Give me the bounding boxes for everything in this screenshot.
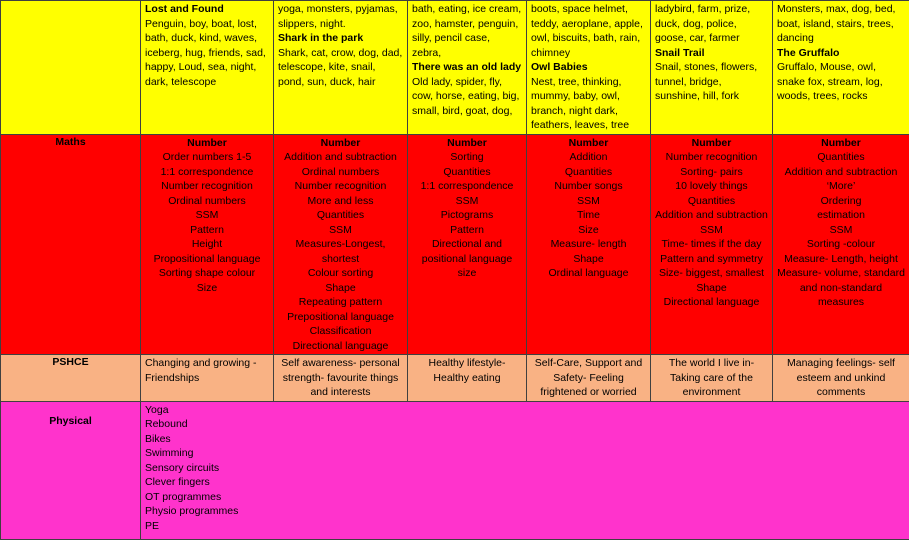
maths-topic-item: Addition and subtraction xyxy=(278,150,403,165)
physical-activity-item: Clever fingers xyxy=(145,475,905,490)
pshce-cell-4: Self-Care, Support and Safety- Feeling frightened or worried xyxy=(527,355,651,402)
physical-activity-item: Swimming xyxy=(145,446,905,461)
topic-title: The Gruffalo xyxy=(777,46,905,61)
maths-topic-item: size xyxy=(412,266,522,281)
maths-cell-2 xyxy=(274,134,408,355)
topic-vocabulary: Gruffalo, Mouse, owl, snake fox, stream, log, woods, trees, rocks xyxy=(777,60,905,104)
topic-vocabulary: ladybird, farm, prize, duck, dog, police, goose, car, farmer xyxy=(655,2,768,46)
maths-cell-4 xyxy=(527,134,651,355)
maths-topic-item: Shape xyxy=(531,252,646,267)
maths-row-label: Maths xyxy=(1,134,141,355)
topics-row xyxy=(1,1,909,135)
maths-topic-item: Sorting shape colour xyxy=(145,266,269,281)
maths-topic-item: Number recognition xyxy=(145,179,269,194)
maths-topic-item: SSM xyxy=(278,223,403,238)
maths-topic-item: Pattern xyxy=(412,223,522,238)
maths-topic-item: estimation xyxy=(777,208,905,223)
maths-topic-item: Ordering xyxy=(777,194,905,209)
maths-topic-item: Ordinal numbers xyxy=(145,194,269,209)
maths-cell-5 xyxy=(651,134,773,355)
maths-row xyxy=(1,134,909,355)
maths-topic-item: Pattern and symmetry xyxy=(655,252,768,267)
maths-topic-item: Directional and positional language xyxy=(412,237,522,266)
maths-topic-item: Quantities xyxy=(777,150,905,165)
maths-topic-item: Time xyxy=(531,208,646,223)
pshce-row-label: PSHCE xyxy=(1,355,141,402)
maths-topic-item: SSM xyxy=(145,208,269,223)
topic-vocabulary: Nest, tree, thinking, mummy, baby, owl, branch, night dark, feathers, leaves, tree xyxy=(531,75,646,133)
topic-cell-4 xyxy=(527,1,651,135)
topic-vocabulary: yoga, monsters, pyjamas, slippers, night. xyxy=(278,2,403,31)
maths-heading: Number xyxy=(278,136,403,151)
topic-vocabulary: Shark, cat, crow, dog, dad, telescope, kite, snail, pond, sun, duck, hair xyxy=(278,46,403,90)
topic-cell-6 xyxy=(773,1,909,135)
topic-vocabulary: Snail, stones, flowers, tunnel, bridge, sunshine, hill, fork xyxy=(655,60,768,104)
maths-cell-3 xyxy=(408,134,527,355)
maths-topic-item: Addition xyxy=(531,150,646,165)
physical-activities-cell xyxy=(141,401,909,539)
topic-vocabulary: boots, space helmet, teddy, aeroplane, apple, owl, biscuits, bath, rain, chimney xyxy=(531,2,646,60)
topic-title: Shark in the park xyxy=(278,31,403,46)
maths-heading: Number xyxy=(777,136,905,151)
topics-row-label xyxy=(1,1,141,135)
maths-topic-item: Quantities xyxy=(655,194,768,209)
pshce-cell-5: The world I live in- Taking care of the environment xyxy=(651,355,773,402)
maths-topic-item: Colour sorting xyxy=(278,266,403,281)
topic-vocabulary: bath, eating, ice cream, zoo, hamster, penguin, silly, pencil case, zebra, xyxy=(412,2,522,60)
maths-topic-item: 1:1 correspondence xyxy=(412,179,522,194)
maths-topic-item: ‘More’ xyxy=(777,179,905,194)
maths-topic-item: Shape xyxy=(655,281,768,296)
maths-cell-6 xyxy=(773,134,909,355)
topic-vocabulary: Monsters, max, dog, bed, boat, island, stairs, trees, dancing xyxy=(777,2,905,46)
maths-topic-item: Repeating pattern xyxy=(278,295,403,310)
maths-topic-item: SSM xyxy=(777,223,905,238)
maths-topic-item: Directional language xyxy=(655,295,768,310)
maths-topic-item: Ordinal language xyxy=(531,266,646,281)
maths-topic-item: Height xyxy=(145,237,269,252)
maths-topic-item: Measure- length xyxy=(531,237,646,252)
topic-cell-2 xyxy=(274,1,408,135)
maths-topic-item: SSM xyxy=(655,223,768,238)
maths-topic-item: Size- biggest, smallest xyxy=(655,266,768,281)
maths-topic-item: Measures-Longest, shortest xyxy=(278,237,403,266)
maths-topic-item: Quantities xyxy=(531,165,646,180)
maths-topic-item: Addition and subtraction xyxy=(655,208,768,223)
topic-title: Snail Trail xyxy=(655,46,768,61)
maths-heading: Number xyxy=(412,136,522,151)
maths-topic-item: Measure- Length, height xyxy=(777,252,905,267)
maths-topic-item: Quantities xyxy=(412,165,522,180)
maths-topic-item: Number recognition xyxy=(278,179,403,194)
physical-activity-item: Yoga xyxy=(145,403,905,418)
topic-title: Owl Babies xyxy=(531,60,646,75)
topic-vocabulary: Old lady, spider, fly, cow, horse, eating, big, small, bird, goat, dog, xyxy=(412,75,522,119)
maths-heading: Number xyxy=(655,136,768,151)
physical-activity-item: Physio programmes xyxy=(145,504,905,519)
pshce-cell-2: Self awareness- personal strength- favourite things and interests xyxy=(274,355,408,402)
maths-topic-item: Sorting -colour xyxy=(777,237,905,252)
topic-title: Lost and Found xyxy=(145,2,269,17)
maths-heading: Number xyxy=(531,136,646,151)
maths-topic-item: Shape xyxy=(278,281,403,296)
maths-topic-item: Size xyxy=(531,223,646,238)
topic-cell-1 xyxy=(141,1,274,135)
maths-topic-item: Number songs xyxy=(531,179,646,194)
physical-activity-item: Bikes xyxy=(145,432,905,447)
maths-topic-item: Ordinal numbers xyxy=(278,165,403,180)
maths-topic-item: SSM xyxy=(531,194,646,209)
physical-activity-item: OT programmes xyxy=(145,490,905,505)
maths-topic-item: More and less xyxy=(278,194,403,209)
maths-topic-item: Classification xyxy=(278,324,403,339)
maths-topic-item: Quantities xyxy=(278,208,403,223)
physical-row xyxy=(1,401,909,539)
physical-row-label: Physical xyxy=(1,401,141,539)
maths-topic-item: Addition and subtraction xyxy=(777,165,905,180)
physical-activity-item: Sensory circuits xyxy=(145,461,905,476)
maths-topic-item: Propositional language xyxy=(145,252,269,267)
maths-topic-item: Sorting- pairs xyxy=(655,165,768,180)
maths-topic-item: SSM xyxy=(412,194,522,209)
maths-cell-1 xyxy=(141,134,274,355)
maths-topic-item: Sorting xyxy=(412,150,522,165)
maths-topic-item: Directional language xyxy=(278,339,403,354)
maths-topic-item: Prepositional language xyxy=(278,310,403,325)
topic-title: There was an old lady xyxy=(412,60,522,75)
pshce-row xyxy=(1,355,909,402)
maths-topic-item: Pattern xyxy=(145,223,269,238)
topic-vocabulary: Penguin, boy, boat, lost, bath, duck, kind, waves, iceberg, hug, friends, sad, happy, Loud, sea, night, dark, telescope xyxy=(145,17,269,90)
physical-activity-item: Rebound xyxy=(145,417,905,432)
maths-topic-item: Number recognition xyxy=(655,150,768,165)
maths-topic-item: Order numbers 1-5 xyxy=(145,150,269,165)
maths-topic-item: Pictograms xyxy=(412,208,522,223)
physical-activity-item: PE xyxy=(145,519,905,534)
topic-cell-5 xyxy=(651,1,773,135)
maths-topic-item: Measure- volume, standard and non-standard measures xyxy=(777,266,905,310)
maths-topic-item: Size xyxy=(145,281,269,296)
pshce-cell-3: Healthy lifestyle- Healthy eating xyxy=(408,355,527,402)
maths-topic-item: Time- times if the day xyxy=(655,237,768,252)
topic-cell-3 xyxy=(408,1,527,135)
maths-topic-item: 1:1 correspondence xyxy=(145,165,269,180)
maths-topic-item: 10 lovely things xyxy=(655,179,768,194)
maths-heading: Number xyxy=(145,136,269,151)
pshce-cell-1: Changing and growing - Friendships xyxy=(141,355,274,402)
pshce-cell-6: Managing feelings- self esteem and unkind comments xyxy=(773,355,909,402)
